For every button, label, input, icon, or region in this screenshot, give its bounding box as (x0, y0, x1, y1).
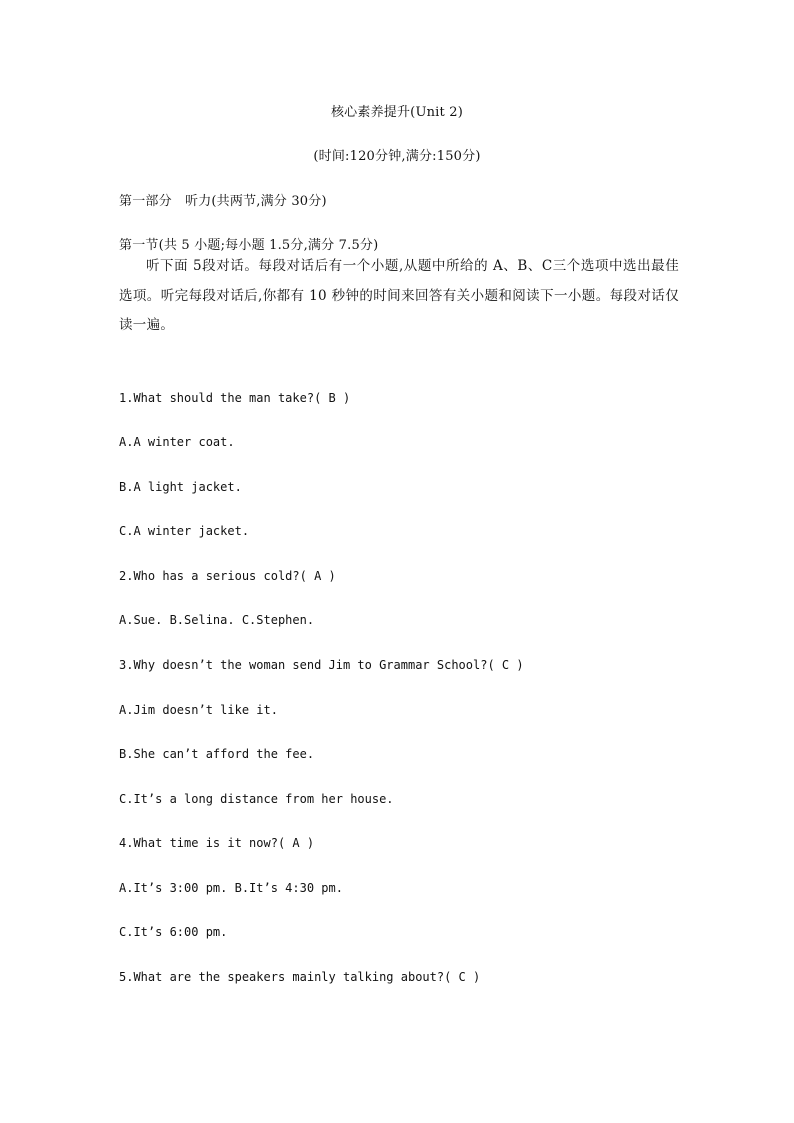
exam-info: (时间:120分钟,满分:150分) (313, 149, 481, 164)
question-1: 1.What should the man take?( B ) (119, 391, 351, 405)
part-heading: 第一部分 听力(共两节,满分 30分) (119, 194, 327, 209)
question-1-option-b: B.A light jacket. (119, 480, 242, 494)
section-heading: 第一节(共 5 小题;每小题 1.5分,满分 7.5分) (119, 238, 379, 253)
question-2: 2.Who has a serious cold?( A ) (119, 569, 336, 583)
question-4: 4.What time is it now?( A ) (119, 836, 315, 850)
question-5: 5.What are the speakers mainly talking about?( C ) (119, 970, 481, 984)
question-1-option-c: C.A winter jacket. (119, 524, 250, 538)
question-3-option-b: B.She can’t afford the fee. (119, 747, 315, 761)
question-4-option-c: C.It’s 6:00 pm. (119, 925, 228, 939)
question-3-option-a: A.Jim doesn’t like it. (119, 703, 278, 717)
question-4-options-ab: A.It’s 3:00 pm. B.It’s 4:30 pm. (119, 881, 343, 895)
question-3: 3.Why doesn’t the woman send Jim to Grammar School?( C ) (119, 658, 524, 672)
page-title: 核心素养提升(Unit 2) (330, 105, 464, 120)
instructions-paragraph: 听下面 5段对话。每段对话后有一个小题,从题中所给的 A、B、C三个选项中选出最佳选项。听完每段对话后,你都有 10 秒钟的时间来回答有关小题和阅读下一小题。每段对话仅读一遍。 (119, 258, 679, 333)
question-2-options: A.Sue. B.Selina. C.Stephen. (119, 613, 315, 627)
question-3-option-c: C.It’s a long distance from her house. (119, 792, 394, 806)
question-1-option-a: A.A winter coat. (119, 435, 235, 449)
